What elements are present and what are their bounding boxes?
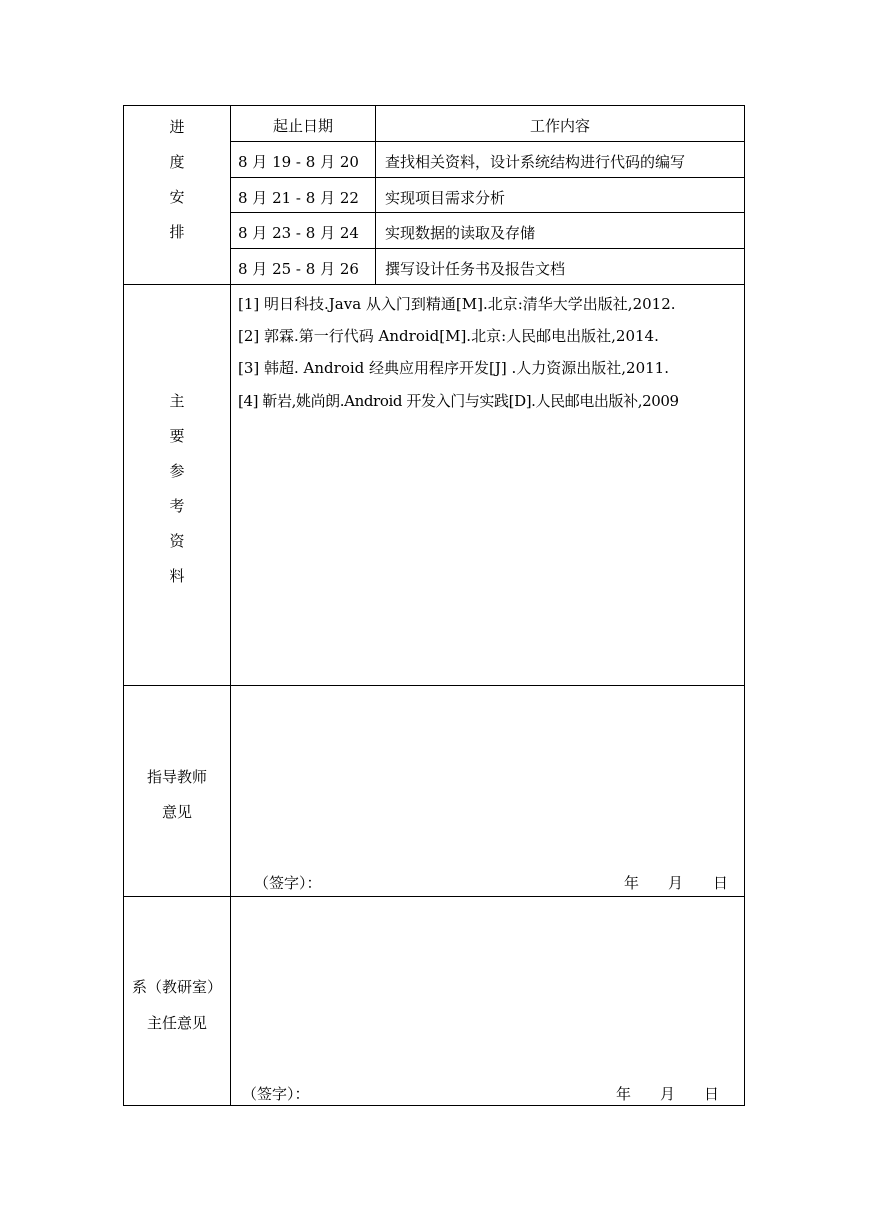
schedule-date: 8 月 21 - 8 月 22: [238, 189, 359, 207]
form-table: [123, 105, 745, 1106]
department-label-line1: 系（教研室）: [131, 978, 222, 996]
label-char: 料: [169, 567, 185, 585]
reference-item: [4] 靳岩,姚尚朗.Android 开发入门与实践[D].人民邮电出版补,2009: [238, 392, 679, 410]
label-char: 要: [169, 427, 185, 445]
advisor-label-line1: 指导教师: [146, 768, 207, 786]
label-char: 安: [169, 188, 185, 206]
department-month-label: 月: [660, 1085, 676, 1103]
schedule-date: 8 月 23 - 8 月 24: [238, 224, 359, 242]
label-char: 度: [169, 153, 185, 171]
advisor-comment-area[interactable]: [231, 686, 744, 866]
department-year-label: 年: [616, 1085, 632, 1103]
department-day-label: 日: [704, 1085, 720, 1103]
reference-item: [3] 韩超. Android 经典应用程序开发[J] .人力资源出版社,2011.: [238, 359, 669, 377]
label-char: 排: [169, 223, 185, 241]
department-label-line2: 主任意见: [146, 1014, 207, 1032]
label-char: 主: [169, 392, 185, 410]
advisor-signature-label: （签字）：: [254, 874, 322, 892]
divider: [231, 212, 744, 213]
content-column-header: 工作内容: [529, 117, 590, 135]
label-char: 进: [169, 118, 185, 136]
advisor-label-line2: 意见: [161, 803, 192, 821]
divider: [231, 141, 744, 142]
dates-column-header: 起止日期: [272, 117, 333, 135]
advisor-day-label: 日: [713, 874, 729, 892]
schedule-content: 查找相关资料，设计系统结构进行代码的编写: [385, 153, 686, 171]
schedule-date: 8 月 19 - 8 月 20: [238, 153, 359, 171]
schedule-date: 8 月 25 - 8 月 26: [238, 260, 359, 278]
schedule-content: 撰写设计任务书及报告文档: [385, 260, 566, 278]
reference-item: [1] 明日科技.Java 从入门到精通[M].北京:清华大学出版社,2012.: [238, 295, 676, 313]
advisor-year-label: 年: [624, 874, 640, 892]
reference-item: [2] 郭霖.第一行代码 Android[M].北京:人民邮电出版社,2014.: [238, 327, 659, 345]
label-char: 考: [169, 497, 185, 515]
divider: [231, 248, 744, 249]
label-char: 参: [169, 462, 185, 480]
divider: [124, 284, 744, 285]
label-char: 资: [169, 532, 185, 550]
department-comment-area[interactable]: [231, 897, 744, 1077]
department-signature-label: （签字）：: [242, 1085, 310, 1103]
divider: [231, 177, 744, 178]
schedule-content: 实现数据的读取及存储: [385, 224, 536, 242]
advisor-month-label: 月: [668, 874, 684, 892]
schedule-content: 实现项目需求分析: [385, 189, 506, 207]
